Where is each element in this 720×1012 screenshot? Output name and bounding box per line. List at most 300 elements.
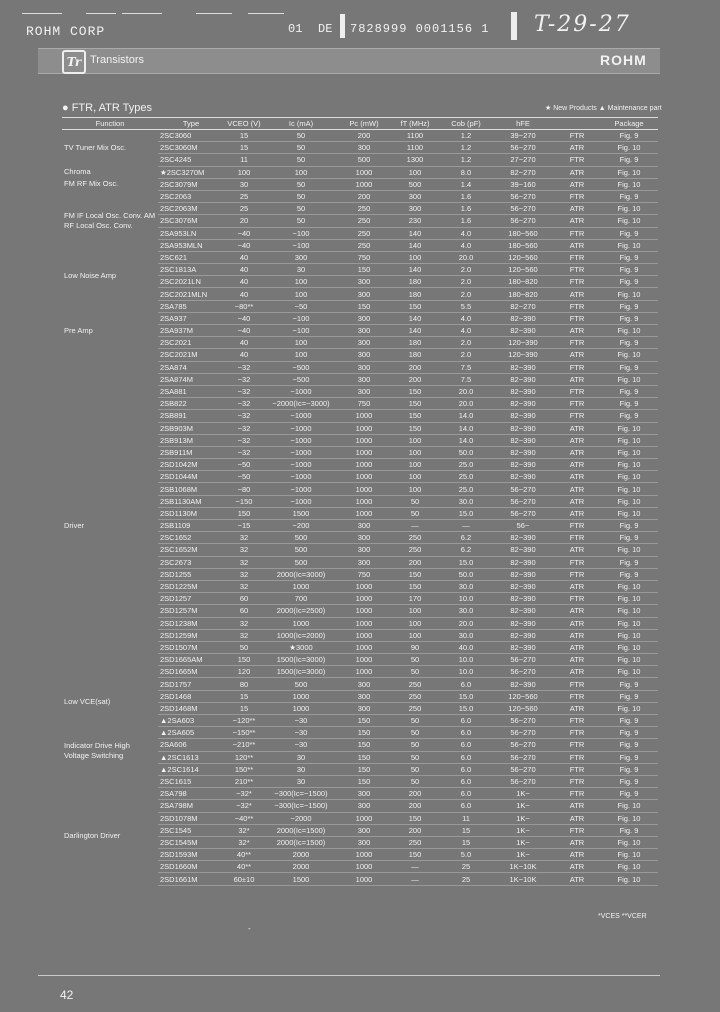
table-cell: —	[390, 861, 440, 873]
type-cell: 2SA785	[158, 300, 224, 312]
table-cell: Fig. 9	[600, 520, 658, 532]
table-cell: ATR	[554, 812, 600, 824]
table-cell: ★3000	[264, 641, 338, 653]
table-cell: 60	[224, 593, 264, 605]
table-cell: 82~390	[492, 312, 554, 324]
table-cell: 82~390	[492, 580, 554, 592]
table-cell: 60	[224, 605, 264, 617]
table-cell: 56~270	[492, 751, 554, 763]
table-cell: 50	[264, 203, 338, 215]
table-cell: Fig. 9	[600, 337, 658, 349]
table-cell: 150	[390, 812, 440, 824]
type-cell: 2SD1259M	[158, 629, 224, 641]
type-cell: 2SC3076M	[158, 215, 224, 227]
table-cell: ATR	[554, 861, 600, 873]
type-cell: 2SA874M	[158, 373, 224, 385]
table-cell: 30	[264, 775, 338, 787]
table-cell: −32	[224, 385, 264, 397]
table-cell: 25	[224, 190, 264, 202]
table-cell: 15.0	[440, 690, 492, 702]
table-cell: 300	[338, 361, 390, 373]
table-cell: −1000	[264, 446, 338, 458]
table-cell: 120~560	[492, 690, 554, 702]
type-cell: 2SD1257	[158, 593, 224, 605]
table-cell: FTR	[554, 556, 600, 568]
table-cell: 1000	[264, 702, 338, 714]
type-cell: 2SA798M	[158, 800, 224, 812]
table-cell: 100	[264, 276, 338, 288]
table-cell: 1000	[338, 446, 390, 458]
type-cell: 2SB1068M	[158, 483, 224, 495]
table-cell: Fig. 9	[600, 190, 658, 202]
table-cell: 82~390	[492, 678, 554, 690]
table-cell: Fig. 9	[600, 690, 658, 702]
table-row	[62, 130, 658, 142]
table-cell: 15	[224, 690, 264, 702]
table-cell: 150	[338, 264, 390, 276]
table-cell: 1100	[390, 130, 440, 142]
table-cell: 56~270	[492, 739, 554, 751]
table-cell: 150	[338, 727, 390, 739]
table-cell: 4.0	[440, 227, 492, 239]
table-cell: 1500(Ic=3000)	[264, 654, 338, 666]
table-header-row	[62, 118, 658, 130]
table-cell: Fig. 9	[600, 227, 658, 239]
section-title: ● FTR, ATR Types	[62, 102, 152, 114]
type-cell: 2SA937M	[158, 325, 224, 337]
table-cell: 500	[264, 532, 338, 544]
table-cell: 100	[224, 166, 264, 178]
type-cell: 2SC4245	[158, 154, 224, 166]
table-cell: FTR	[554, 300, 600, 312]
table-row	[62, 788, 658, 800]
table-cell: 50	[390, 495, 440, 507]
table-cell: 1000	[338, 873, 390, 885]
type-cell: 2SD1507M	[158, 641, 224, 653]
table-cell: ATR	[554, 239, 600, 251]
table-cell: ATR	[554, 373, 600, 385]
table-cell: ATR	[554, 142, 600, 154]
table-cell: FTR	[554, 568, 600, 580]
table-cell: Fig. 10	[600, 702, 658, 714]
table-cell: 2000(Ic=1500)	[264, 836, 338, 848]
table-cell: ATR	[554, 288, 600, 300]
table-cell: 2.0	[440, 337, 492, 349]
table-cell: ATR	[554, 629, 600, 641]
table-cell: Fig. 9	[600, 763, 658, 775]
header-dash	[196, 13, 232, 14]
table-cell: 50	[264, 130, 338, 142]
table-cell: ATR	[554, 166, 600, 178]
table-cell: 150	[390, 300, 440, 312]
table-cell: 82~390	[492, 446, 554, 458]
table-cell: 300	[338, 373, 390, 385]
table-cell: Fig. 10	[600, 325, 658, 337]
type-cell: 2SC2021	[158, 337, 224, 349]
table-cell: 1000	[264, 580, 338, 592]
table-cell: −32	[224, 434, 264, 446]
legend: ★ New Products ▲ Maintenance part	[545, 105, 662, 112]
table-cell: 1000(Ic=2000)	[264, 629, 338, 641]
table-cell: 1.2	[440, 130, 492, 142]
table-cell: 1000	[338, 666, 390, 678]
table-cell: 32	[224, 544, 264, 556]
table-cell: ATR	[554, 654, 600, 666]
table-cell: 1000	[338, 593, 390, 605]
table-cell: 56~270	[492, 495, 554, 507]
table-cell: 39~270	[492, 130, 554, 142]
table-cell: 100	[390, 446, 440, 458]
table-cell: FTR	[554, 751, 600, 763]
table-cell: 8.0	[440, 166, 492, 178]
table-cell: 1500(Ic=3000)	[264, 666, 338, 678]
table-cell: 150	[224, 507, 264, 519]
table-cell: 1100	[390, 142, 440, 154]
table-cell: 30.0	[440, 629, 492, 641]
table-cell: 300	[390, 190, 440, 202]
table-cell: 11	[440, 812, 492, 824]
table-cell: 1000	[338, 434, 390, 446]
table-cell: 140	[390, 239, 440, 251]
type-cell: 2SA881	[158, 385, 224, 397]
table-cell: FTR	[554, 690, 600, 702]
table-cell: Fig. 9	[600, 264, 658, 276]
table-cell: Fig. 10	[600, 593, 658, 605]
table-cell: Fig. 10	[600, 178, 658, 190]
table-cell: 300	[338, 325, 390, 337]
table-cell: 82~390	[492, 568, 554, 580]
table-cell: 170	[390, 593, 440, 605]
table-cell: 56~270	[492, 666, 554, 678]
table-cell: Fig. 10	[600, 580, 658, 592]
table-cell: FTR	[554, 337, 600, 349]
table-cell: 10.0	[440, 654, 492, 666]
type-cell: ▲2SC1614	[158, 763, 224, 775]
table-cell: 32	[224, 532, 264, 544]
table-cell: 250	[390, 836, 440, 848]
table-cell: 1K~	[492, 849, 554, 861]
type-cell: 2SD1468	[158, 690, 224, 702]
table-cell: 1000	[338, 471, 390, 483]
table-cell: −30	[264, 739, 338, 751]
table-cell: 300	[338, 690, 390, 702]
header-dash	[248, 13, 284, 14]
table-cell: 50	[264, 178, 338, 190]
type-cell: 2SC1652M	[158, 544, 224, 556]
table-cell: 100	[390, 434, 440, 446]
function-cell: FM RF Mix Osc.	[64, 179, 119, 189]
table-cell: 100	[390, 166, 440, 178]
table-cell: 15	[224, 142, 264, 154]
type-cell: 2SD1257M	[158, 605, 224, 617]
type-cell: 2SC1545M	[158, 836, 224, 848]
table-cell: 4.0	[440, 239, 492, 251]
table-cell: −1000	[264, 483, 338, 495]
table-cell: 50.0	[440, 568, 492, 580]
table-cell: 56~270	[492, 190, 554, 202]
table-cell: 300	[338, 836, 390, 848]
page-number: 42	[60, 988, 74, 1002]
type-cell: 2SC2021MLN	[158, 288, 224, 300]
table-cell: 32	[224, 617, 264, 629]
table-cell: 100	[264, 349, 338, 361]
table-cell: Fig. 10	[600, 471, 658, 483]
function-cell: Low VCE(sat)	[64, 697, 111, 707]
table-cell: 150	[390, 580, 440, 592]
table-cell: −1000	[264, 385, 338, 397]
table-cell: 82~390	[492, 605, 554, 617]
table-cell: ATR	[554, 349, 600, 361]
table-cell: 80	[224, 678, 264, 690]
table-cell: 20.0	[440, 398, 492, 410]
table-cell: −100	[264, 325, 338, 337]
table-cell: 150	[224, 654, 264, 666]
table-cell: 300	[338, 337, 390, 349]
table-cell: 180~560	[492, 239, 554, 251]
table-cell: ATR	[554, 471, 600, 483]
table-cell: 250	[390, 690, 440, 702]
table-cell: 230	[390, 215, 440, 227]
table-cell: Fig. 10	[600, 239, 658, 251]
table-cell: 20.0	[440, 617, 492, 629]
table-cell: 15.0	[440, 507, 492, 519]
table-cell: 180	[390, 349, 440, 361]
type-cell: 2SD1225M	[158, 580, 224, 592]
table-cell: 300	[338, 702, 390, 714]
table-cell: −100	[264, 312, 338, 324]
type-cell: 2SB1109	[158, 520, 224, 532]
type-cell: 2SD1042M	[158, 459, 224, 471]
table-cell: 30.0	[440, 580, 492, 592]
table-cell: 2000(Ic=1500)	[264, 824, 338, 836]
table-cell: 40.0	[440, 641, 492, 653]
table-cell: 82~390	[492, 434, 554, 446]
table-cell: 300	[338, 532, 390, 544]
table-cell: 300	[264, 251, 338, 263]
table-cell: Fig. 9	[600, 398, 658, 410]
table-cell: −1000	[264, 471, 338, 483]
table-cell: −2000(Ic=−3000)	[264, 398, 338, 410]
table-cell: ATR	[554, 873, 600, 885]
header-code-01: 01	[288, 22, 303, 36]
function-cell: Low Noise Amp	[64, 270, 117, 280]
table-cell: 120~560	[492, 264, 554, 276]
table-cell: 1K~10K	[492, 861, 554, 873]
table-cell: 50	[264, 190, 338, 202]
table-cell: 50	[390, 763, 440, 775]
type-cell: 2SD1044M	[158, 471, 224, 483]
type-cell: 2SC3060	[158, 130, 224, 142]
table-cell: 300	[338, 800, 390, 812]
table-cell: FTR	[554, 276, 600, 288]
table-cell: 150	[390, 849, 440, 861]
header-bar	[511, 12, 517, 40]
table-cell: 300	[338, 788, 390, 800]
table-cell: 300	[338, 556, 390, 568]
type-cell: 2SD1757	[158, 678, 224, 690]
table-cell: 1000	[338, 422, 390, 434]
table-body	[62, 130, 658, 886]
header-code-de: DE	[318, 22, 333, 36]
document-header	[0, 0, 720, 46]
table-cell: 1000	[338, 605, 390, 617]
column-header: VCEO (V)	[224, 118, 264, 130]
table-cell: −32	[224, 398, 264, 410]
table-cell: Fig. 10	[600, 507, 658, 519]
type-cell: 2SD1078M	[158, 812, 224, 824]
type-cell: ▲2SC1613	[158, 751, 224, 763]
table-cell: 56~270	[492, 654, 554, 666]
table-cell: 2000(Ic=3000)	[264, 568, 338, 580]
table-cell: Fig. 9	[600, 251, 658, 263]
table-cell: 300	[338, 385, 390, 397]
table-cell: 20.0	[440, 251, 492, 263]
table-cell: FTR	[554, 824, 600, 836]
table-cell: 56~270	[492, 763, 554, 775]
header-dash	[86, 13, 116, 14]
table-cell: 100	[264, 337, 338, 349]
table-cell: 40**	[224, 861, 264, 873]
table-cell: ATR	[554, 203, 600, 215]
table-cell: 180~820	[492, 288, 554, 300]
table-cell: −15	[224, 520, 264, 532]
table-cell: 1000	[338, 459, 390, 471]
column-header	[554, 118, 600, 130]
table-cell: 6.2	[440, 532, 492, 544]
table-cell: FTR	[554, 154, 600, 166]
table-cell: Fig. 10	[600, 800, 658, 812]
table-cell: ATR	[554, 495, 600, 507]
table-cell: 32	[224, 629, 264, 641]
table-cell: 82~390	[492, 629, 554, 641]
function-cell: Pre Amp	[64, 325, 93, 335]
table-cell: 100	[264, 288, 338, 300]
table-cell: 100	[390, 629, 440, 641]
table-cell: 1000	[338, 849, 390, 861]
table-cell: Fig. 10	[600, 836, 658, 848]
table-cell: Fig. 9	[600, 568, 658, 580]
type-cell: 2SB891	[158, 410, 224, 422]
spec-table	[62, 117, 658, 886]
table-cell: 6.0	[440, 715, 492, 727]
table-cell: 200	[390, 800, 440, 812]
table-cell: 500	[264, 544, 338, 556]
table-cell: 150	[338, 763, 390, 775]
table-cell: ATR	[554, 215, 600, 227]
table-cell: −80**	[224, 300, 264, 312]
table-cell: 5.5	[440, 300, 492, 312]
table-cell: −50	[264, 300, 338, 312]
table-cell: 300	[338, 276, 390, 288]
table-cell: 15.0	[440, 702, 492, 714]
table-cell: FTR	[554, 251, 600, 263]
type-cell: 2SC621	[158, 251, 224, 263]
type-cell: 2SC2063	[158, 190, 224, 202]
table-cell: FTR	[554, 678, 600, 690]
table-row	[62, 361, 658, 373]
table-cell: 1000	[338, 495, 390, 507]
table-cell: 2.0	[440, 288, 492, 300]
table-row	[62, 715, 658, 727]
table-cell: 250	[338, 203, 390, 215]
table-cell: −40	[224, 227, 264, 239]
table-cell: 200	[390, 788, 440, 800]
table-cell: 50	[390, 507, 440, 519]
table-cell: 40**	[224, 849, 264, 861]
column-header: Cob (pF)	[440, 118, 492, 130]
table-cell: 150	[338, 739, 390, 751]
table-cell: 40	[224, 349, 264, 361]
table-cell: 300	[338, 520, 390, 532]
column-header: Pc (mW)	[338, 118, 390, 130]
table-cell: 20	[224, 215, 264, 227]
table-cell: 250	[390, 544, 440, 556]
type-cell: 2SD1660M	[158, 861, 224, 873]
table-cell: FTR	[554, 227, 600, 239]
company-name: ROHM CORP	[26, 24, 106, 39]
table-cell: Fig. 10	[600, 373, 658, 385]
table-cell: Fig. 10	[600, 641, 658, 653]
table-cell: 82~390	[492, 471, 554, 483]
table-cell: 10.0	[440, 666, 492, 678]
table-cell: 50	[224, 641, 264, 653]
table-cell: 32*	[224, 836, 264, 848]
table-cell: −100	[264, 227, 338, 239]
table-cell: Fig. 9	[600, 751, 658, 763]
footer-rule	[38, 975, 660, 976]
table-cell: 150	[338, 775, 390, 787]
table-cell: 56~270	[492, 483, 554, 495]
table-row	[62, 251, 658, 263]
rohm-logo: ROHM	[600, 52, 647, 68]
table-cell: −32*	[224, 800, 264, 812]
column-header: hFE	[492, 118, 554, 130]
table-cell: 150	[390, 410, 440, 422]
table-row	[62, 166, 658, 178]
type-cell: 2SC2673	[158, 556, 224, 568]
table-cell: −32	[224, 410, 264, 422]
table-cell: 1000	[338, 410, 390, 422]
table-cell: ATR	[554, 666, 600, 678]
type-cell: 2SB913M	[158, 434, 224, 446]
table-cell: −1000	[264, 495, 338, 507]
tr-logo-icon: Tr	[62, 50, 86, 74]
table-cell: Fig. 9	[600, 385, 658, 397]
table-cell: 150	[338, 751, 390, 763]
table-cell: 6.0	[440, 800, 492, 812]
table-cell: 25	[440, 861, 492, 873]
type-cell: 2SA953MLN	[158, 239, 224, 251]
table-cell: 30	[264, 751, 338, 763]
table-cell: 56~270	[492, 142, 554, 154]
table-cell: Fig. 10	[600, 446, 658, 458]
table-cell: 50	[390, 775, 440, 787]
table-cell: 150**	[224, 763, 264, 775]
column-header: Ic (mA)	[264, 118, 338, 130]
table-cell: 1.6	[440, 203, 492, 215]
table-cell: −100	[264, 239, 338, 251]
table-cell: Fig. 10	[600, 166, 658, 178]
table-cell: −32	[224, 446, 264, 458]
table-cell: 200	[390, 361, 440, 373]
table-row	[62, 300, 658, 312]
table-cell: Fig. 9	[600, 276, 658, 288]
table-row	[62, 178, 658, 190]
type-cell: 2SD1468M	[158, 702, 224, 714]
table-cell: 56~270	[492, 203, 554, 215]
table-cell: 150	[338, 715, 390, 727]
table-cell: −300(Ic=−1500)	[264, 788, 338, 800]
